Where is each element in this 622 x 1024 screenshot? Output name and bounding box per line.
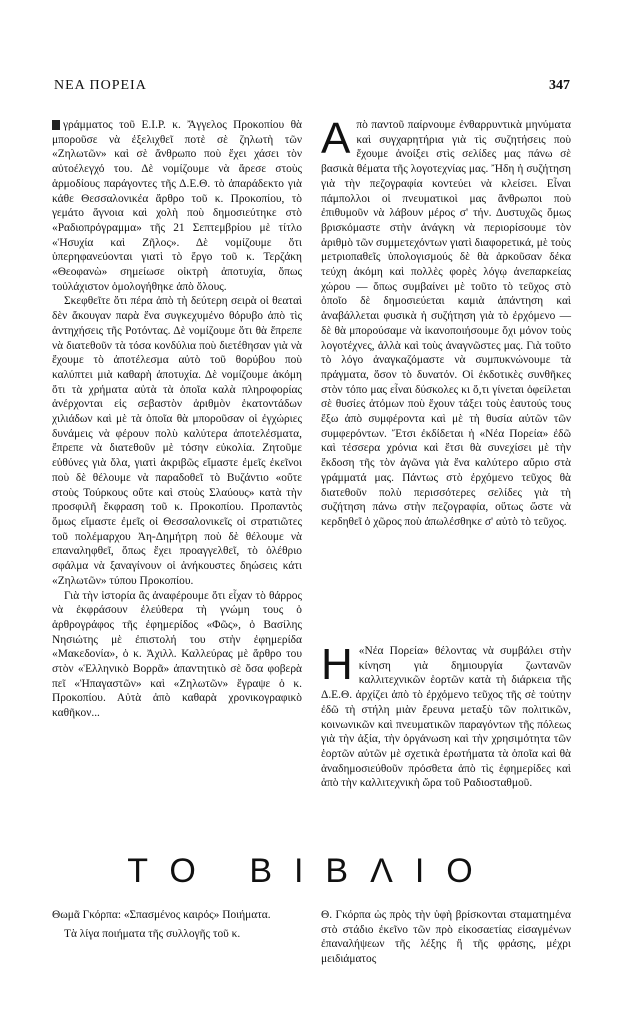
book-citation: Θωμᾶ Γκόρπα: «Σπασμένος καιρός» Ποιήματα.: [52, 909, 271, 921]
book-review-left: [52, 908, 302, 941]
right-column-editorial: [321, 114, 571, 530]
paragraph: Η «Νέα Πορεία» θέλοντας νὰ συμβάλει στὴν κίνηση γιὰ δημιουργία ζωντανῶν καλλιτεχνικῶν ἑορτῶν κατὰ τὴ διάρκεια τῆς Δ.Ε.Θ. ἀρχίζει ἀπὸ τὸ ἐρχόμενο τεῦχος τῆς σὲ τούτην ἐδῶ τὴ στήλη μιὰν ἔρευνα μεταξὺ τῶν πολιτικῶν, κοινωνικῶν καὶ πνευματικῶν παραγόντων τῆς πόλεως γιὰ τὴν ἀξία, τὴν ὀργάνωση καὶ τὴν χρησιμότητα τῶν ἑορτῶν αὐτῶν μὲ σχετικὰ ἐρωτήματα τὰ ὁποῖα καὶ θὰ ἀναδημοσιεύθοῦν πρόσθετα ἀπὸ τὶς ἐφημερίδες καὶ ἀπὸ τὴν καλλιτεχνικὴ ὥρα τοῦ Ραδιοσταθμοῦ.: [321, 640, 571, 790]
section-heading: ΤΟ ΒΙΒΛΙΟ: [127, 852, 495, 890]
journal-title: ΝΕΑ ΠΟΡΕΙΑ: [54, 78, 147, 93]
paragraph: Απὸ παντοῦ παίρνουμε ἐνθαρρυντικὰ μηνύματα καὶ συγχαρητήρια γιὰ τὶς συζητήσεις ποὺ ἔχουμε ἀνοίξει στὶς σελίδες μας πάνω σὲ βασικὰ θέματα τῆς λογοτεχνίας μας. Ἤδη ἡ συζήτηση γιὰ τὴν πεζογραφία κοντεύει νὰ κλείσει. Εἶναι πάμπολλοι οἱ πνευματικοὶ μας ἄνθρωποι ποὺ ἐπιθυμοῦν νὰ λάβουν μέρος σ' τήν. Δυστυχῶς ὅμως βρισκόμαστε στὴν ἀνάγκη νὰ περιορίσουμε τὸν ἀριθμὸ τῶν συμμετεχόντων γιατὶ διαφορετικά, μὲ τοὺς μετριοπαθεῖς ὑπολογισμούς δὲ θὰ ἀρκοῦσαν δέκα τεύχη ἀκόμη καὶ πολλὲς φορὲς λόγῳ ἀνεπαρκείας χώρου — ὅπως συμβαίνει μὲ τοῦτο τὸ τεῦχος στὸ ὁποῖο δὲ δημοσιεύεται καμιὰ ἀπάντηση καὶ ἀναβάλλεται φυσικὰ ἡ συζήτηση γιὰ τὸ ἐρχόμενο — δὲ θὰ μπορούσαμε νὰ ἱκανοποιήσουμε ὄχι μόνον τοὺς λογοτέχνες, ἀλλὰ καὶ τοὺς ἀναγνῶστες μας. Γιὰ τοῦτο τὸ λόγο ἀναγκαζόμαστε νὰ συμπυκνώνουμε τὰ πράγματα, ὅσον τὸ δυνατόν. Οἱ ἐκδοτικὲς συνθῆκες στὸν τόπο μας εἶναι δύσκολες κι ὅ,τι γίνεται ὀφείλεται σὲ θυσίες ἀτόμων ποὺ ἔχουν τάξει τοὺς ἑαυτούς τους ἔξω ἀπὸ συμφέροντα καὶ μὲ τὴ θυσία αὐτῶν τῶν συμφερόντων. Ἔτσι ἐκδίδεται ἡ «Νέα Πορεία» ἐδῶ καὶ τέσσερα χρόνια καὶ ἔτσι θὰ συνεχίσει μὲ τὴν ἔκδοση τῆς τὸν ἀγῶνα γιὰ ἕνα καλύτερο αὔριο στὰ γράμματά μας. Πάντως στὸ ἐρχόμενο τεῦχος θὰ διατεθοῦν πολὺ περισσότερες σελίδες γιὰ τὴ συζήτηση πάνω στὴν πεζογραφία, οὕτως ὥστε νὰ κερδηθεῖ ὁ χῶρος ποὺ ἀπωλέσθηκε σ' αὐτὸ τὸ τεῦχος.: [321, 114, 571, 528]
drop-cap: Α: [321, 114, 351, 163]
book-review-right: [321, 908, 571, 967]
paragraph: Σκεφθεῖτε ὅτι πέρα ἀπὸ τὴ δεύτερη σειρὰ οἱ θεαταὶ δὲν ἄκουγαν παρὰ ἕνα συγκεχυμένο θόρυβο ἀπὸ τὶς ἀντηχήσεις τῆς Ροτόντας. Δὲ νομίζουμε ὅτι θὰ ἔπρεπε νὰ διατεθοῦν τὰ τόσα κονδύλια ποὺ διετέθησαν γιὰ νὰ ἔχουμε τὸ ἀποτέλεσμα αὐτὸ τοῦ θορύβου ποὺ καλύπτει μιὰ καθαρὴ ἀποτυχία. Δὲ νομίζουμε ἀκόμη ὅτι τὰ χρήματα αὐτὰ τὰ ὁποῖα καλὰ πληροφορίας ἀνέρχονται εἰς σεβαστὸν ἀριθμὸν ἑκατοντάδων χιλιάδων καὶ μὲ τὰ ὁποῖα θὰ μποροῦσαν οἱ ἐγχώριες δυνάμεις νὰ φέρουν πολὺ καλύτερα ἀποτελέσματα, ἔπρεπε νὰ διατεθοῦν μὲ τόσην εὐκολία. Ζητοῦμε εὐθύνες γιὰ ὅλα, γιατὶ ἀκριβῶς εἴμαστε ἐμεῖς ἐκεῖνοι ποὺ δὲ θέλουμε νὰ παραδοθεῖ τὸ Βυζάντιο «οὔτε στοὺς Τούρκους οὔτε καὶ στοὺς Σλαύους» κατὰ τὴν προσφιλῆ ἔκφραση τοῦ κ. Προκοπίου. Προπαντὸς ὅμως εἴμαστε ἐμεῖς οἱ Θεσσαλονικεῖς οἱ στρατιῶτες τοῦ πολέμαρχου Ἀη-Δημήτρη ποὺ δὲ θέλουμε νὰ επαναληφθεῖ, ὅπως ἔχει προαγγελθεῖ, τὸ ὀλέθριο σφάλμα νὰ ξαναγίνουν οἱ ἀνήκουστες δηώσεις κάτι «Ζηλωτῶν» τύπου Προκοπίου.: [52, 295, 302, 587]
running-header: [54, 78, 570, 96]
paragraph: Γιὰ τὴν ἱστορία ἂς ἀναφέρουμε ὅτι εἶχαν τὸ θάρρος νὰ ἐκφράσουν ἐλεύθερα τὴ γνώμη τους ὁ ἀρθρογράφος τῆς ἐφημερίδος «Φῶς», ὁ Βασίλης Νησιώτης μὲ ἐπιστολή του στὴν ἐφημερίδα «Μακεδονία», ὁ κ. Ἀχιλλ. Καλλεύρας μὲ ἄρθρο του στὸν «Ἑλληνικὸ Βορρᾶ» ἀπαντητικὸ σὲ ὅσα φοβερὰ πεῖ «Ἡπαγαστῶν» καὶ «Ζηλωτῶν» ἔγραψε ὁ κ. Προκοπίου. Αὐτὰ ἀπὸ καθαρὰ χρονικογραφικὸ καθῆκον...: [52, 589, 302, 720]
page-number: 347: [549, 78, 570, 93]
paragraph: γράμματος τοῦ Ε.Ι.Ρ. κ. Ἄγγελος Προκοπίου θὰ μποροῦσε νὰ ἐξελιχθεῖ ποτὲ σὲ ζηλωτὴ τῶν «Ζηλωτῶν» καὶ σὲ ἄνθρωπο ποὺ ἔχει χάσει τὸν αὐτοέλεγχό του. Δὲ νομίζουμε νὰ ἄρεσε στοὺς ἁρμοδίους παράγοντες τῆς Δ.Ε.Θ. τὸ ἀπαράδεκτο γιὰ κάθε Θεσσαλονικέα ἄρθρο τοῦ κ. Προκοπίου, τὸ γεμάτο ἄγνοια καὶ χολὴ ποὺ δημοσιεύτηκε στὸ «Ραδιοπρόγραμμα» τῆς 21 Σεπτεμβρίου μὲ τίτλο «Ἡσυχία καὶ Ζῆλος». Δὲ νομίζουμε ὅτι ὑπερηφανεύονται γιατὶ τὸ ἔργο τοῦ κ. Τερζάκη «Θεοφανὼ» σημείωσε οἰκτρὴ ἀποτυχία, ὅπως τοὐλάχιστον ὁμολογήθηκε ἀπὸ ὅλους.: [52, 119, 302, 293]
paragraph: Τὰ λίγα ποιήματα τῆς συλλογῆς τοῦ κ.: [64, 927, 241, 940]
drop-cap: Η: [321, 640, 353, 689]
ornament-initial: [52, 120, 60, 130]
right-column-announcement: [321, 640, 571, 791]
paragraph: Θ. Γκόρπα ὡς πρὸς τὴν ὑφὴ βρίσκονται σταματημένα στὸ στάδιο ἐκεῖνο τῶν πρὸ εἰκοσαετίας εἰσαγμένων ἐπαναλήψεων τῆς λέξης ἢ τῆς φράσης, μέχρι μειδιάματος: [321, 909, 571, 966]
left-column: [52, 118, 302, 721]
